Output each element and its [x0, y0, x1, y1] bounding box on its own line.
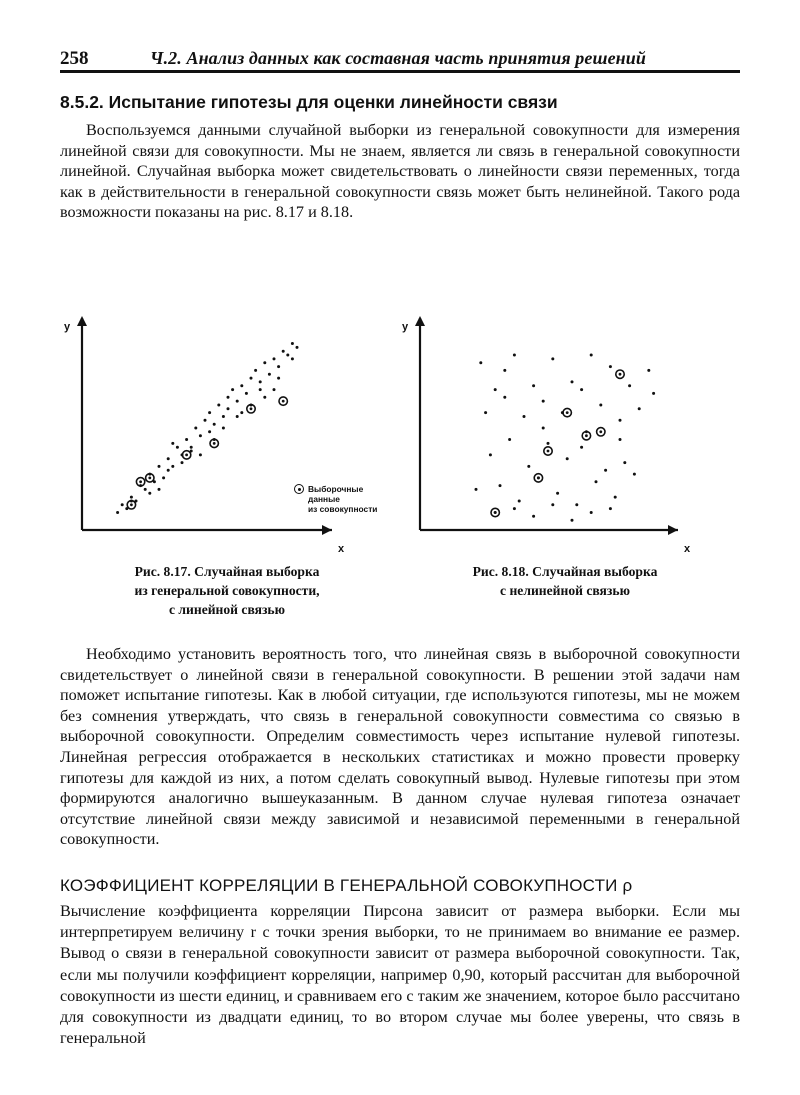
sample-point: [182, 451, 190, 459]
population-point: [542, 400, 545, 403]
population-point: [571, 380, 574, 383]
population-point: [595, 480, 598, 483]
figure-8-17: [64, 312, 410, 562]
population-point: [263, 361, 266, 364]
population-point: [484, 411, 487, 414]
population-point: [532, 515, 535, 518]
page-number: 258: [60, 48, 89, 69]
population-point: [240, 411, 243, 414]
sample-point: [491, 508, 499, 516]
population-point: [282, 350, 285, 353]
population-point: [204, 419, 207, 422]
sample-point-dot: [213, 442, 216, 445]
population-point: [580, 388, 583, 391]
population-point: [208, 411, 211, 414]
population-point: [647, 369, 650, 372]
sample-point-dot: [599, 430, 602, 433]
population-point: [590, 511, 593, 514]
population-point: [296, 346, 299, 349]
population-point: [638, 407, 641, 410]
sample-point: [597, 428, 605, 436]
population-point: [277, 365, 280, 368]
population-point: [513, 507, 516, 510]
population-point: [227, 407, 230, 410]
population-point: [494, 388, 497, 391]
population-point: [171, 465, 174, 468]
sample-point-dot: [547, 450, 550, 453]
population-point: [628, 384, 631, 387]
caption-line-2: из генеральной совокупности,: [134, 583, 320, 598]
population-point: [614, 496, 617, 499]
figure-legend: [294, 484, 414, 514]
population-point: [547, 442, 550, 445]
population-point: [217, 404, 220, 407]
legend-line-1: Выборочные: [308, 484, 364, 494]
sample-point-dot: [585, 434, 588, 437]
figure-caption-8-17: [86, 562, 368, 619]
population-point: [176, 446, 179, 449]
population-point: [623, 461, 626, 464]
sample-point-dot: [185, 454, 188, 457]
population-point: [259, 380, 262, 383]
population-point: [254, 369, 257, 372]
paragraph-intro: Воспользуемся данными случайной выборки из генеральной совокупности для измерения линейной связи для совокупности. Мы не знаем, является ли связь в генеральной совокупности линейной. Случайная выборка может свидетельствовать о линейности связи переменных, тогда как в действительности в генеральной совокупности связь может быть нелинейной. Такого рода возможности показаны на рис. 8.17 и 8.18.: [60, 121, 740, 222]
population-point: [194, 427, 197, 430]
population-point: [479, 361, 482, 364]
population-point: [190, 446, 193, 449]
x-axis-label: x: [338, 543, 345, 555]
caption-line-1: Рис. 8.18. Случайная выборка: [472, 564, 658, 579]
population-point: [240, 384, 243, 387]
population-point: [116, 511, 119, 514]
population-point: [551, 503, 554, 506]
population-point: [208, 430, 211, 433]
population-point: [527, 465, 530, 468]
population-point: [571, 519, 574, 522]
population-point: [167, 469, 170, 472]
population-point: [508, 438, 511, 441]
population-point: [633, 473, 636, 476]
population-point: [158, 488, 161, 491]
running-header: [60, 46, 740, 73]
population-point: [213, 423, 216, 426]
population-point: [503, 369, 506, 372]
population-point: [231, 388, 234, 391]
y-axis-label: y: [402, 321, 409, 333]
scatter-plot-linear: [64, 312, 410, 562]
population-point: [236, 415, 239, 418]
population-point: [171, 442, 174, 445]
population-point: [518, 500, 521, 503]
population-point: [222, 427, 225, 430]
population-point: [158, 465, 161, 468]
population-point: [604, 469, 607, 472]
population-point: [144, 488, 147, 491]
sample-point-dot: [282, 400, 285, 403]
population-point: [599, 404, 602, 407]
population-point: [167, 457, 170, 460]
sample-point-dot: [130, 503, 133, 506]
population-point: [162, 476, 165, 479]
y-axis-arrow-icon: [415, 316, 425, 326]
population-point: [503, 396, 506, 399]
population-point: [199, 434, 202, 437]
y-axis-label: y: [64, 321, 71, 333]
population-point: [291, 357, 294, 360]
population-point: [619, 438, 622, 441]
population-point: [227, 396, 230, 399]
population-point: [609, 507, 612, 510]
population-point: [619, 419, 622, 422]
population-point: [199, 453, 202, 456]
population-point: [148, 492, 151, 495]
x-axis-arrow-icon: [668, 525, 678, 535]
subsection-heading: КОЭФФИЦИЕНТ КОРРЕЛЯЦИИ В ГЕНЕРАЛЬНОЙ СОВОКУПНОСТИ ρ: [60, 876, 633, 895]
sample-point-dot: [537, 477, 540, 480]
population-point: [542, 427, 545, 430]
population-point: [575, 503, 578, 506]
caption-line-1: Рис. 8.17. Случайная выборка: [134, 564, 320, 579]
population-point: [181, 461, 184, 464]
sample-point: [279, 397, 287, 405]
sample-point-dot: [619, 373, 622, 376]
population-point: [250, 377, 253, 380]
sample-point-icon: [294, 484, 304, 494]
sample-point: [534, 474, 542, 482]
y-axis-arrow-icon: [77, 316, 87, 326]
population-point: [273, 388, 276, 391]
population-point: [556, 492, 559, 495]
population-point: [609, 365, 612, 368]
sample-point-dot: [250, 407, 253, 410]
caption-line-3: с линейной связью: [168, 602, 286, 617]
figure-caption-8-18: [430, 562, 700, 600]
population-point: [222, 415, 225, 418]
population-point: [489, 453, 492, 456]
sample-point: [563, 408, 571, 416]
population-point: [277, 377, 280, 380]
population-point: [580, 446, 583, 449]
paragraph-correlation: Вычисление коэффициента корреляции Пирсона зависит от размера выборки. Если мы интерпретируем величину r с точки зрения выборки, то не принимаем во внимание ее размер. Вывод о связи в генеральной совокупности зависит от размера выборочной совокупности. Так, если мы получили коэффициент корреляции, например 0,90, который рассчитан для выборочной совокупности из шести единиц, и сравниваем его с таким же значением, которое было рассчитано для совокупности из двадцати единиц, то во втором случае мы более уверены, что связь в генеральной: [60, 902, 740, 1048]
paragraph-hypothesis: Необходимо установить вероятность того, что линейная связь в выборочной совокупности свидетельствует о линейной связи в генеральной совокупности. В решении этой задачи нам поможет испытание гипотезы. Как в любой ситуации, где используются гипотезы, мы не можем без сомнения утверждать, что связь в генеральной совокупности совместима со связью в выборочной совокупности. Определим совместимость через испытание нулевой гипотезы. Линейная регрессия отображается в нескольких статистиках и можно провести проверку гипотезы для каждой из них, а потом сделать совокупный вывод. Нулевые гипотезы при этом формируются аналогично вышеуказанным. В данном случае нулевая гипотеза означает отсутствие линейной связи между зависимой и независимой переменными в генеральной совокупности.: [60, 645, 740, 849]
population-point: [652, 392, 655, 395]
running-title: Ч.2. Анализ данных как составная часть принятия решений: [150, 48, 646, 68]
population-point: [185, 438, 188, 441]
sample-point-dot: [148, 477, 151, 480]
sample-point-dot: [139, 480, 142, 483]
population-point: [263, 396, 266, 399]
x-axis-label: x: [684, 543, 691, 555]
population-point: [523, 415, 526, 418]
sample-point: [616, 370, 624, 378]
figure-8-18: [398, 312, 698, 562]
scatter-plot-nonlinear: [398, 312, 698, 562]
population-point: [245, 392, 248, 395]
population-point: [566, 457, 569, 460]
population-point: [499, 484, 502, 487]
population-point: [121, 503, 124, 506]
population-point: [475, 488, 478, 491]
section-title: 8.5.2. Испытание гипотезы для оценки линейности связи: [60, 92, 558, 112]
population-point: [532, 384, 535, 387]
population-point: [259, 388, 262, 391]
population-point: [291, 342, 294, 345]
population-point: [268, 373, 271, 376]
population-point: [236, 400, 239, 403]
x-axis-arrow-icon: [322, 525, 332, 535]
legend-line-2: данные: [308, 494, 340, 504]
population-point: [590, 354, 593, 357]
population-point: [273, 357, 276, 360]
sample-point: [544, 447, 552, 455]
population-point: [551, 357, 554, 360]
caption-line-2: с нелинейной связью: [500, 583, 630, 598]
sample-point-dot: [566, 411, 569, 414]
population-point: [130, 496, 133, 499]
population-point: [286, 354, 289, 357]
sample-point-dot: [494, 511, 497, 514]
legend-line-3: из совокупности: [308, 504, 378, 514]
population-point: [513, 354, 516, 357]
